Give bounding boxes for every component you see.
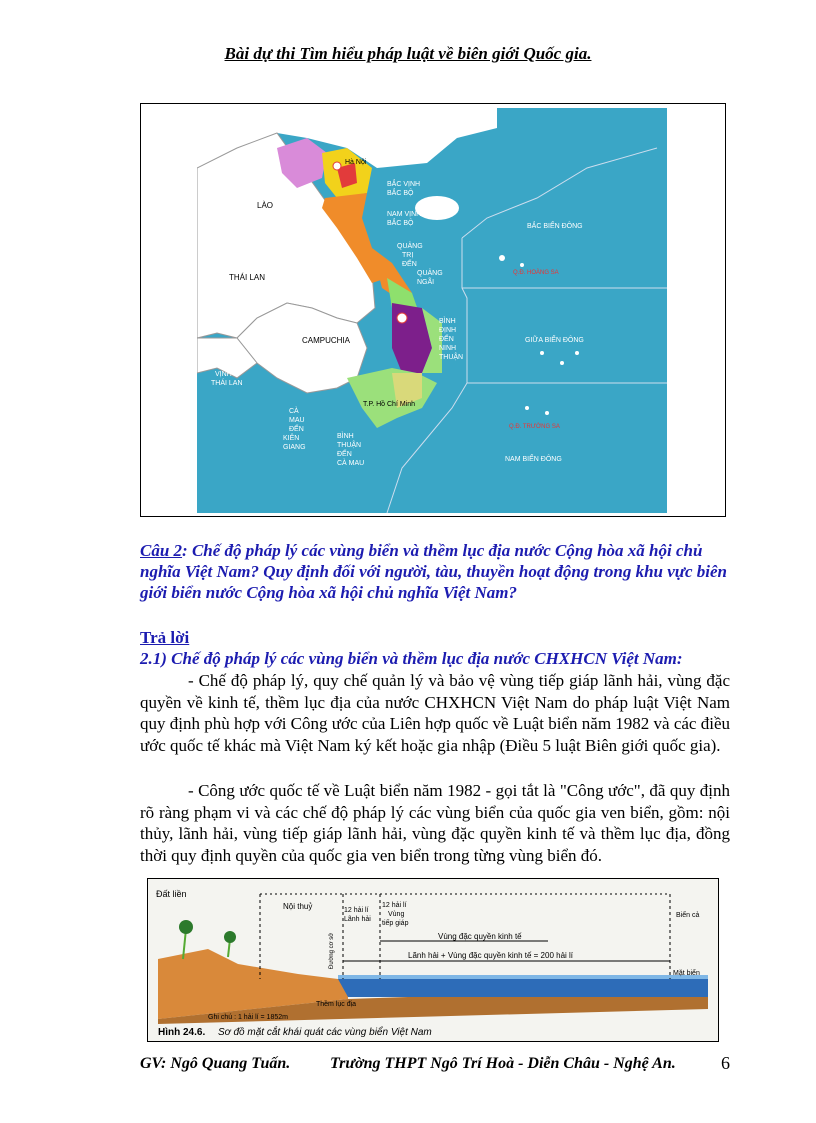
map-label-nam-bien-dong: NAM BIỂN ĐÔNG: [505, 456, 562, 463]
question-label: Câu 2: [140, 541, 183, 560]
diagram-caption-number: Hình 24.6.: [158, 1027, 206, 1038]
svg-text:NINH: NINH: [439, 345, 457, 352]
map-label-lao: LÀO: [257, 201, 274, 210]
sea-zone-diagram: [147, 878, 719, 1042]
svg-text:QUẢNG: QUẢNG: [417, 270, 443, 277]
svg-text:ĐẾN: ĐẾN: [337, 451, 352, 458]
footer-school: Trường THPT Ngô Trí Hoà - Diễn Châu - Nghệ An.: [330, 1055, 676, 1072]
svg-text:TRỊ: TRỊ: [402, 252, 414, 259]
svg-text:CÀ MAU: CÀ MAU: [337, 460, 365, 467]
map-label-binh-dinh: BÌNH: [439, 318, 456, 325]
diagram-mat-bien: Mặt biển: [673, 970, 700, 977]
answer-paragraph: - Chế độ pháp lý, quy chế quản lý và bảo vệ vùng tiếp giáp lãnh hải, vùng đặc quyền về kinh tế, thềm lục địa của nước CHXHCN Việt Nam do pháp luật Việt Nam quy định phù hợp với Công ước của Liên hợp quốc về Luật biển năm 1982 và các điều ước quốc tế khác mà Việt Nam ký kết hoặc gia nhập (Điều 5 luật Biên giới quốc gia).: [140, 671, 730, 755]
map-label-binh-thuan: BÌNH: [337, 433, 354, 440]
question: [140, 540, 730, 603]
svg-text:THÁI LAN: THÁI LAN: [211, 380, 243, 387]
map-label-giua-bien-dong: GIỮA BIỂN ĐÔNG: [525, 337, 584, 344]
svg-text:tiếp giáp: tiếp giáp: [382, 920, 409, 927]
svg-text:ĐẾN: ĐẾN: [439, 336, 454, 343]
diagram-tiep-giap: 12 hải lí: [382, 902, 407, 909]
diagram-image: [148, 879, 718, 1041]
diagram-duong-co-so: Đường cơ sở: [329, 932, 335, 969]
page-header: Bài dự thi Tìm hiểu pháp luật về biên giới Quốc gia.: [224, 44, 592, 63]
diagram-tong: Lãnh hải + Vùng đặc quyền kinh tế = 200 hải lí: [408, 951, 574, 960]
svg-text:ĐỊNH: ĐỊNH: [439, 327, 457, 334]
map-label-ha-noi: Hà Nội: [345, 159, 367, 166]
svg-text:Vùng: Vùng: [388, 911, 405, 918]
diagram-them-luc-dia: Thềm lục địa: [316, 1001, 357, 1008]
svg-text:BẮC BỘ: BẮC BỘ: [387, 190, 414, 197]
map-label-nam-vinh: NAM VỊNH: [387, 211, 422, 218]
svg-text:GIANG: GIANG: [283, 444, 306, 451]
diagram-ghi-chu: Ghi chú : 1 hải lí = 1852m: [208, 1014, 288, 1021]
footer-author: GV: Ngô Quang Tuấn.: [140, 1055, 291, 1072]
svg-text:Lãnh hải: Lãnh hải: [344, 916, 371, 923]
svg-text:KIÊN: KIÊN: [283, 435, 300, 442]
map-label-thai-lan: THÁI LAN: [229, 273, 266, 282]
map-label-truong-sa: Q.Đ. TRƯỜNG SA: [509, 424, 560, 430]
map-image: [197, 108, 667, 513]
map-label-vinh-thai-lan: VỊNH: [215, 371, 232, 378]
svg-text:THUẬN: THUẬN: [439, 354, 464, 361]
answer-subtitle: 2.1) Chế độ pháp lý các vùng biển và thềm lục địa nước CHXHCN Việt Nam:: [140, 649, 683, 668]
map-label-tp-hcm: T.P. Hồ Chí Minh: [363, 401, 416, 408]
map-label-quang-tri: QUẢNG: [397, 243, 423, 250]
page-footer: [140, 1055, 730, 1073]
answer-title: Trả lời: [140, 628, 190, 647]
svg-text:ĐẾN: ĐẾN: [402, 261, 417, 268]
diagram-bien-ca: Biển cả: [676, 912, 700, 919]
svg-text:BẮC BỘ: BẮC BỘ: [387, 220, 414, 227]
map-label-ca-mau: CÀ: [289, 408, 299, 415]
page-number: 6: [721, 1053, 730, 1073]
diagram-dac-quyen: Vùng đặc quyền kinh tế: [438, 932, 522, 941]
diagram-noi-thuy: Nội thuỷ: [283, 902, 313, 911]
map-label-bac-bien-dong: BẮC BIỂN ĐÔNG: [527, 223, 583, 230]
map-label-hoang-sa: Q.Đ. HOÀNG SA: [513, 270, 559, 276]
vietnam-sea-map: [140, 103, 726, 517]
svg-text:MAU: MAU: [289, 417, 305, 424]
answer-paragraph: - Công ước quốc tế về Luật biển năm 1982 - gọi tắt là "Công ước", đã quy định rõ ràng phạm vi và các chế độ pháp lý các vùng biển của quốc gia ven biển, gồm: nội thủy, lãnh hải, vùng tiếp giáp lãnh hải, vùng đặc quyền kinh tế và thềm lục địa, đồng thời quy định quyền của quốc gia ven biển trong từng vùng biển đó.: [140, 781, 730, 865]
map-label-bac-vinh: BẮC VỊNH: [387, 181, 421, 188]
map-label-campuchia: CAMPUCHIA: [302, 336, 351, 345]
question-text: : Chế độ pháp lý các vùng biển và thềm lục địa nước Cộng hòa xã hội chủ nghĩa Việt Nam? Quy định đối với người, tàu, thuyền hoạt động trong khu vực biên giới biển nước Cộng hòa xã hội chủ nghĩa Việt Nam?: [140, 541, 727, 602]
svg-text:NGÃI: NGÃI: [417, 279, 435, 286]
diagram-dat-lien: Đất liền: [156, 889, 187, 899]
svg-text:THUẬN: THUẬN: [337, 442, 362, 449]
svg-text:ĐẾN: ĐẾN: [289, 426, 304, 433]
diagram-caption: Sơ đồ mặt cắt khái quát các vùng biển Việt Nam: [218, 1027, 432, 1038]
diagram-lanh-hai: 12 hải lí: [344, 907, 369, 914]
map-label-trung-quoc: TRUNG QUỐC: [407, 125, 462, 134]
